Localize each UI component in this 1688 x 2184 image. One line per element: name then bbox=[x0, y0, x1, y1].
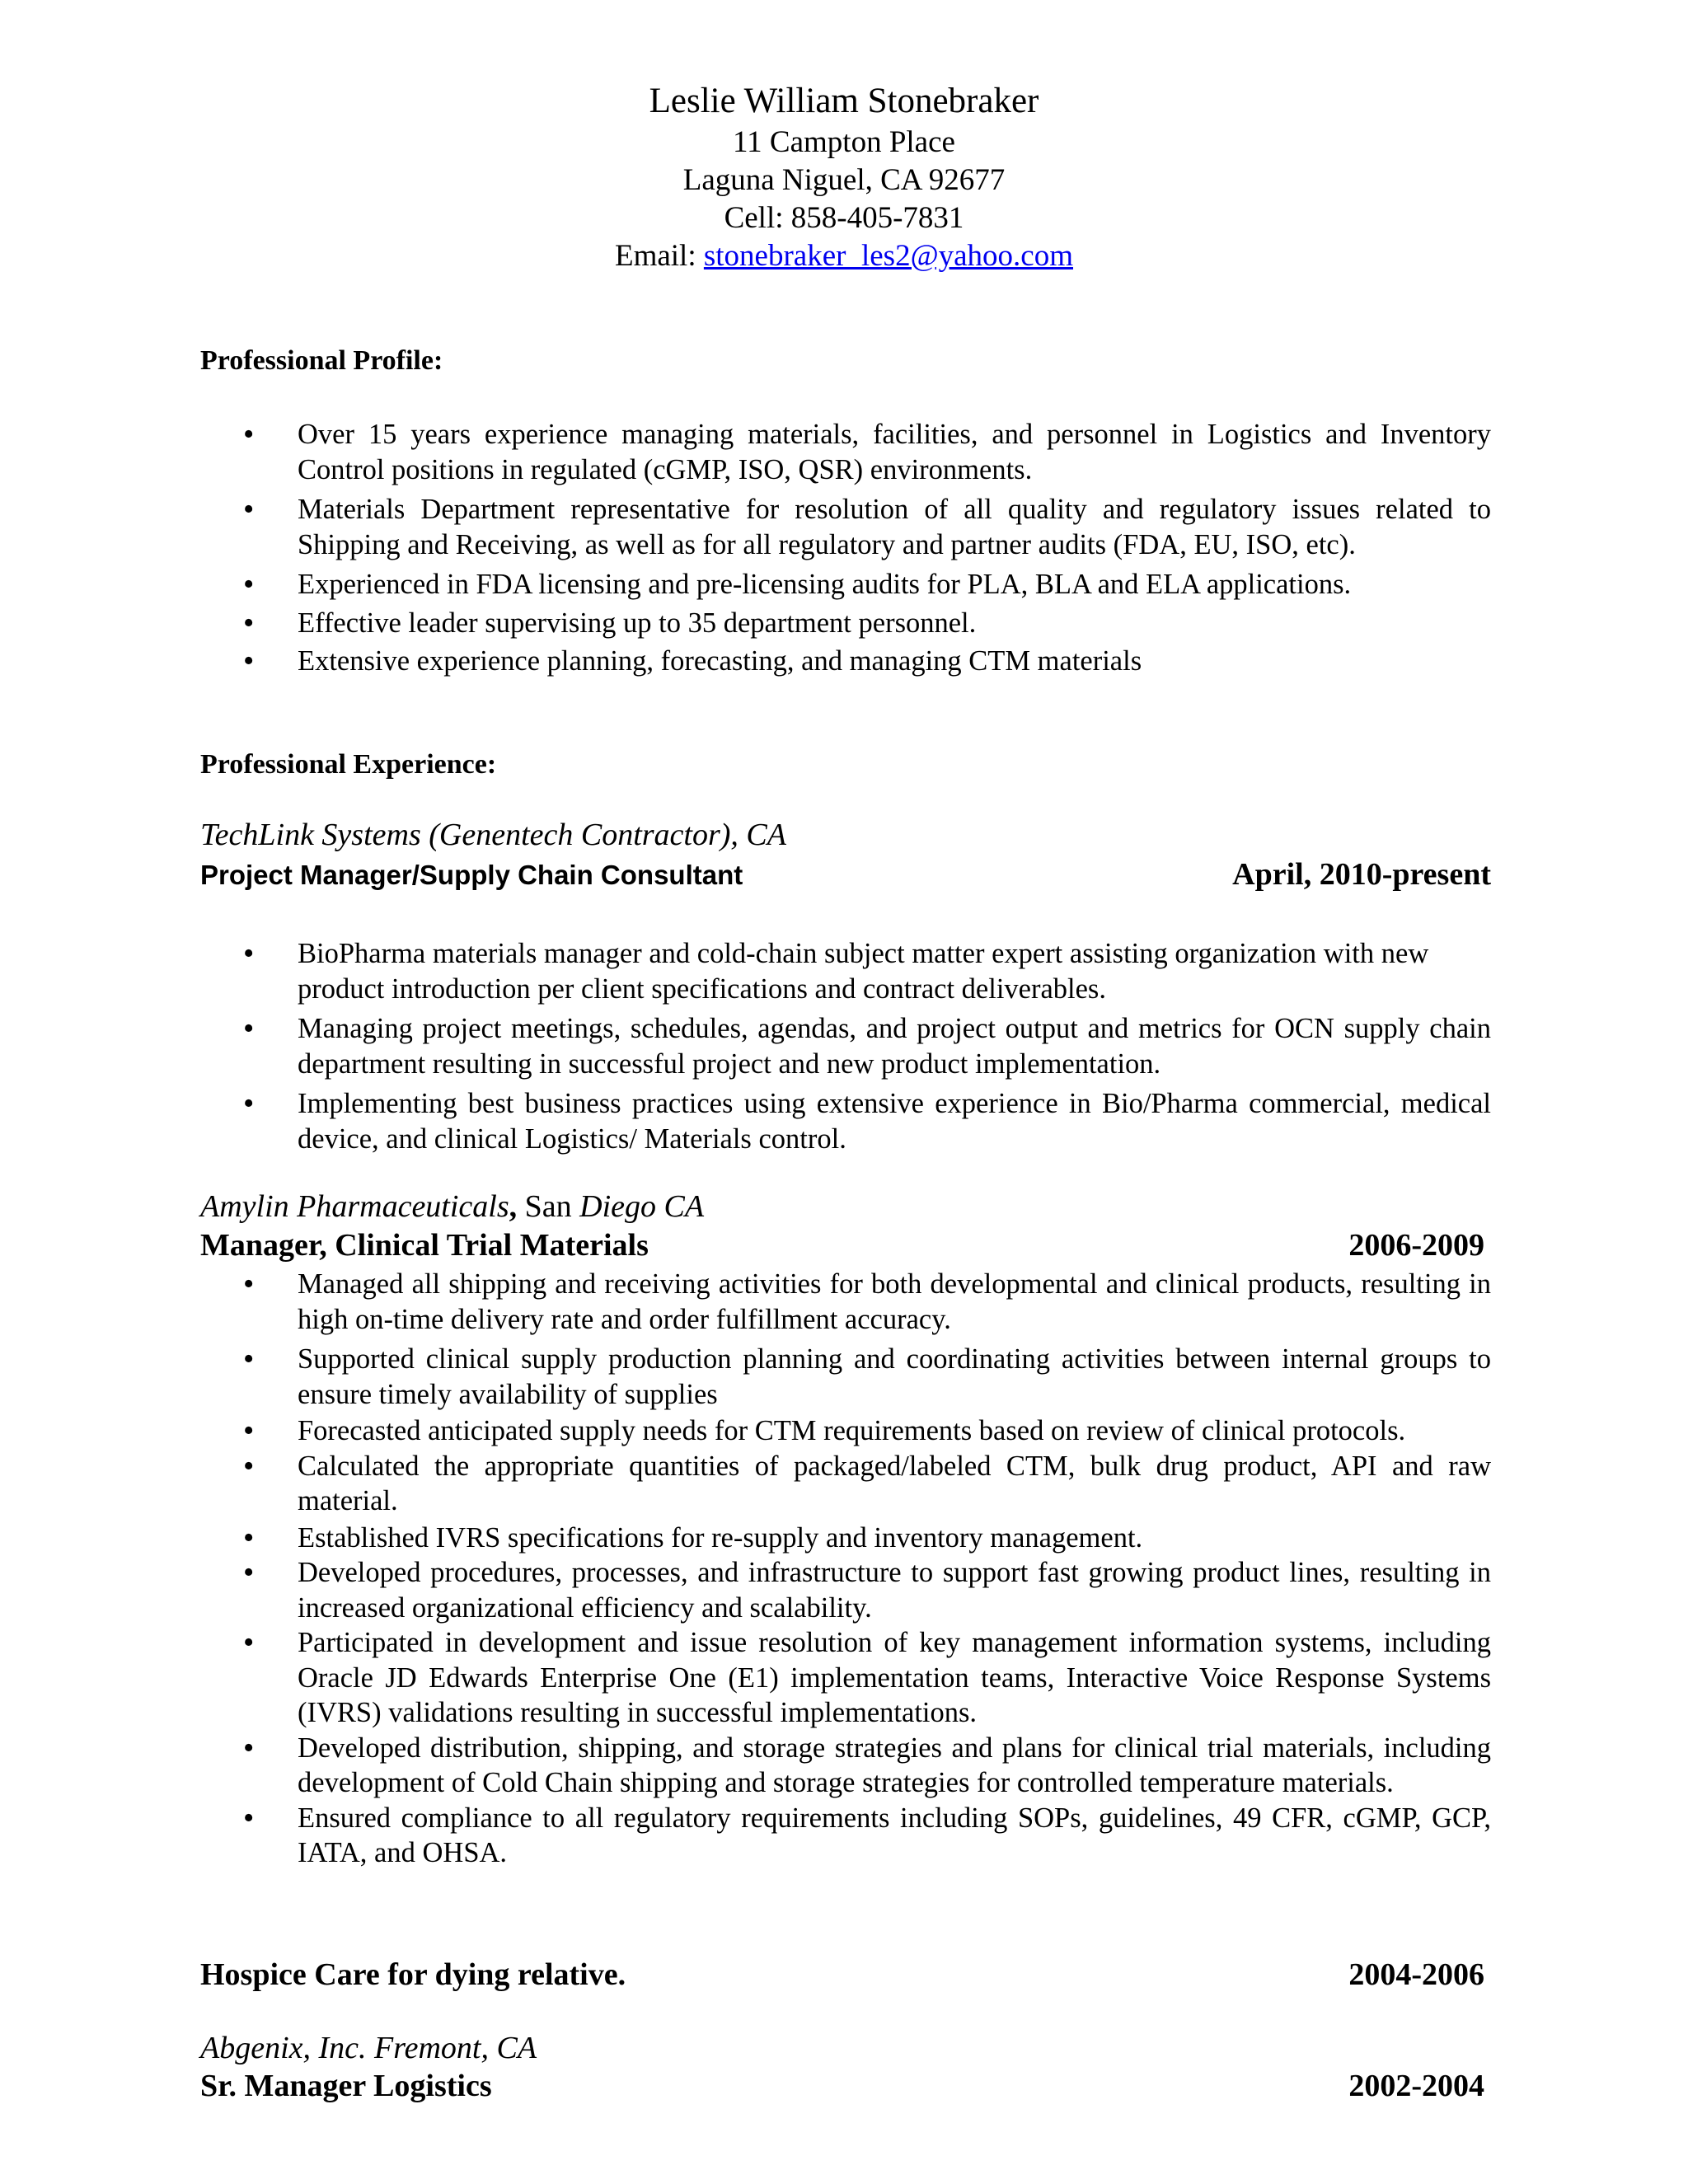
job-role: Manager, Clinical Trial Materials bbox=[200, 1228, 649, 1263]
candidate-name: Leslie William Stonebraker bbox=[649, 82, 1039, 120]
address-line-1: 11 Campton Place bbox=[733, 125, 955, 159]
company-name: TechLink Systems (Genentech Contractor), CA bbox=[200, 818, 786, 852]
job-title-line bbox=[200, 2067, 1491, 2105]
company-location: Diego CA bbox=[571, 1189, 705, 1224]
job-role: Sr. Manager Logistics bbox=[200, 2069, 492, 2103]
company-name bbox=[200, 1188, 704, 1226]
profile-bullet: • Materials Department representative for resolution of all quality and regulatory issues related to Shipping and Receiving, as well as for all regulatory and partner audits (FDA, EU, ISO, etc). bbox=[200, 492, 1491, 562]
job-dates: 2002-2004 bbox=[1348, 2069, 1484, 2103]
job-bullet: • Forecasted anticipated supply needs for CTM requirements based on review of clinical protocols. bbox=[200, 1413, 1491, 1449]
job-bullet: • Managed all shipping and receiving activities for both developmental and clinical products, resulting in high on-time delivery rate and order fulfillment accuracy. bbox=[200, 1267, 1491, 1337]
job-title-line bbox=[200, 1956, 1491, 1994]
email-label: Email: bbox=[614, 239, 704, 273]
profile-bullet: • Effective leader supervising up to 35 department personnel. bbox=[200, 606, 1491, 641]
company-name: Abgenix, Inc. Fremont, CA bbox=[200, 2031, 537, 2065]
email-line bbox=[0, 237, 1688, 275]
job-bullet: • Supported clinical supply production planning and coordinating activities between internal groups to ensure timely availability of supplies bbox=[200, 1342, 1491, 1412]
job-bullet: • Established IVRS specifications for re-supply and inventory management. bbox=[200, 1521, 1491, 1556]
job-bullet: • BioPharma materials manager and cold-chain subject matter expert assisting organization with new product introduction per client specifications and contract deliverables. bbox=[200, 936, 1491, 1006]
job-bullet: • Participated in development and issue resolution of key management information systems, including Oracle JD Edwards Enterprise One (E1) implementation teams, Interactive Voice Response Systems (IVRS) validations resulting in successful implementations. bbox=[200, 1625, 1491, 1731]
company-separator: , bbox=[509, 1189, 525, 1224]
address-line-2: Laguna Niguel, CA 92677 bbox=[682, 163, 1006, 197]
profile-bullet: • Over 15 years experience managing materials, facilities, and personnel in Logistics and Inventory Control positions in regulated (cGMP, ISO, QSR) environments. bbox=[200, 417, 1491, 487]
job-bullet: • Developed distribution, shipping, and storage strategies and plans for clinical trial materials, including development of Cold Chain shipping and storage strategies for controlled temperature materials. bbox=[200, 1731, 1491, 1801]
profile-heading: Professional Profile: bbox=[200, 345, 443, 376]
email-link[interactable]: stonebraker_les2@yahoo.com bbox=[703, 239, 1074, 273]
job-role: Hospice Care for dying relative. bbox=[200, 1957, 626, 1992]
company-name-text: Amylin Pharmaceuticals bbox=[200, 1189, 509, 1224]
profile-bullet: • Experienced in FDA licensing and pre-licensing audits for PLA, BLA and ELA applications. bbox=[200, 567, 1491, 602]
job-role: Project Manager/Supply Chain Consultant bbox=[200, 860, 743, 890]
job-bullet: • Managing project meetings, schedules, agendas, and project output and metrics for OCN supply chain department resulting in successful project and new product implementation. bbox=[200, 1011, 1491, 1081]
job-dates: 2004-2006 bbox=[1348, 1957, 1484, 1992]
job-bullet-list bbox=[200, 936, 1491, 1156]
job-bullet: • Implementing best business practices using extensive experience in Bio/Pharma commercial, medical device, and clinical Logistics/ Materials control. bbox=[200, 1086, 1491, 1156]
profile-bullet: • Extensive experience planning, forecasting, and managing CTM materials bbox=[200, 644, 1491, 679]
company-city: San bbox=[524, 1189, 572, 1224]
job-dates: 2006-2009 bbox=[1348, 1228, 1484, 1263]
experience-heading: Professional Experience: bbox=[200, 749, 497, 780]
profile-bullet-list bbox=[200, 417, 1491, 679]
job-title-line bbox=[200, 1226, 1491, 1264]
job-bullet: • Calculated the appropriate quantities of packaged/labeled CTM, bulk drug product, API and raw material. bbox=[200, 1449, 1491, 1519]
job-bullet: • Developed procedures, processes, and infrastructure to support fast growing product lines, resulting in increased organizational efficiency and scalability. bbox=[200, 1555, 1491, 1625]
cell-phone: Cell: 858-405-7831 bbox=[724, 201, 964, 235]
job-bullet: • Ensured compliance to all regulatory requirements including SOPs, guidelines, 49 CFR, cGMP, GCP, IATA, and OHSA. bbox=[200, 1801, 1491, 1871]
job-title-line bbox=[200, 855, 1491, 894]
contact-header bbox=[0, 79, 1688, 275]
job-bullet-list bbox=[200, 1267, 1491, 1871]
job-dates: April, 2010-present bbox=[1232, 857, 1491, 892]
